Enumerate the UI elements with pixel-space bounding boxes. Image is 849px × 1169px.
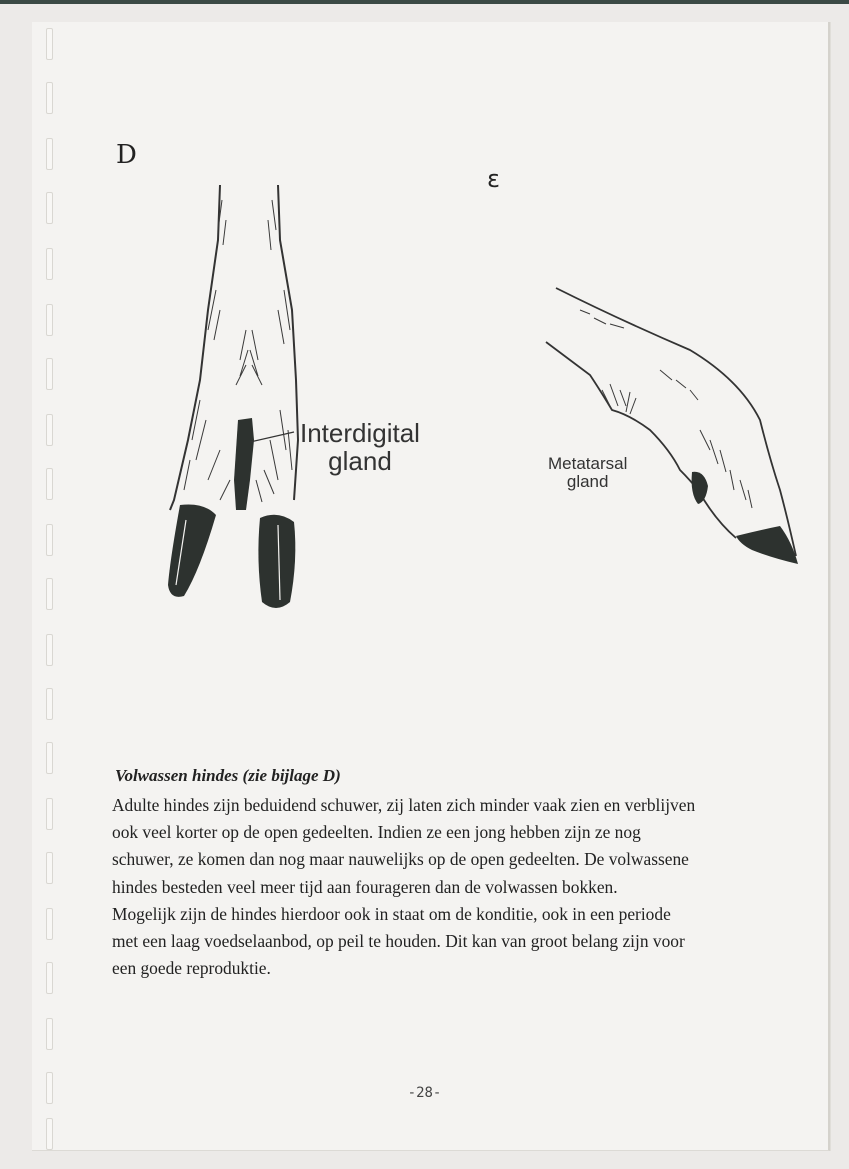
binding-slot: [46, 908, 53, 940]
binding-slot: [46, 414, 53, 446]
paragraph-line: een goede reproduktie.: [112, 958, 271, 979]
binding-slot: [46, 358, 53, 390]
binding-slot: [46, 468, 53, 500]
binding-slot: [46, 304, 53, 336]
binding-slot: [46, 192, 53, 224]
binding-slot: [46, 1118, 53, 1150]
paragraph-line: met een laag voedselaanbod, op peil te houden. Dit kan van groot belang zijn voor: [112, 931, 685, 952]
label-line-1: Metatarsal: [548, 454, 628, 473]
paragraph-line: ook veel korter op de open gedeelten. Indien ze een jong hebben zijn ze nog: [112, 822, 641, 843]
label-line-2: gland: [566, 472, 609, 491]
binding-slot: [46, 248, 53, 280]
body-paragraph: [112, 792, 752, 982]
label-line-1: Interdigital: [300, 418, 420, 448]
scan-top-edge: [0, 0, 849, 4]
binding-slot: [46, 1018, 53, 1050]
binding-slot: [46, 798, 53, 830]
binding-slot: [46, 28, 53, 60]
label-line-2: gland: [328, 446, 392, 476]
page-number: -28-: [407, 1085, 442, 1101]
binding-slot: [46, 524, 53, 556]
deer-foot-side-illustration: [540, 280, 810, 580]
binding-slot: [46, 688, 53, 720]
figure-d-letter: D: [116, 140, 137, 170]
paragraph-line: hindes besteden veel meer tijd aan fourageren dan de volwassen bokken.: [112, 876, 618, 897]
figure-e-letter: ɛ: [487, 165, 500, 193]
binding-slot: [46, 742, 53, 774]
metatarsal-gland-label: [548, 455, 627, 490]
paragraph-line: schuwer, ze komen dan nog maar nauwelijks op de open gedeelten. De volwassene: [112, 849, 689, 870]
interdigital-gland-label: [300, 420, 420, 474]
section-heading: Volwassen hindes (zie bijlage D): [115, 766, 341, 785]
binding-slot: [46, 852, 53, 884]
binding-slot: [46, 82, 53, 114]
binding-slot: [46, 962, 53, 994]
binding-slot: [46, 634, 53, 666]
deer-foot-front-illustration: [160, 180, 310, 615]
paragraph-line: Adulte hindes zijn beduidend schuwer, zij laten zich minder vaak zien en verblijven: [112, 795, 696, 815]
binding-slot: [46, 578, 53, 610]
binding-slot: [46, 138, 53, 170]
paragraph-line: Mogelijk zijn de hindes hierdoor ook in staat om de konditie, ook in een periode: [112, 903, 671, 924]
